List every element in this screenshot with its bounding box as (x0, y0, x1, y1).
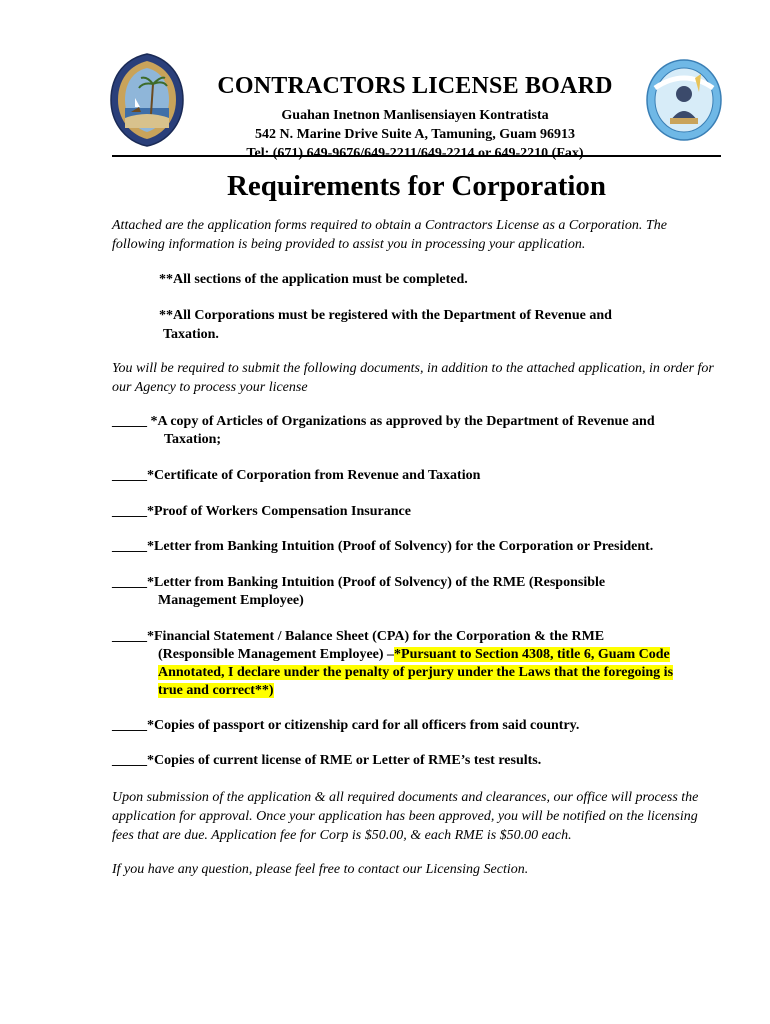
note-registration-line1: **All Corporations must be registered with the Department of Revenue and (159, 308, 612, 323)
letterhead (190, 72, 640, 163)
closing-paragraph: Upon submission of the application & all required documents and clearances, our office will process the application for approval. Once your application has been approved, you will be notified on the licensing fees that are due. Application fee for Corp is $50.00, & each RME is $50.00 each. (112, 790, 699, 843)
note-registration (159, 306, 612, 344)
checklist-item-bank-letter-rme: _____*Letter from Banking Intuition (Proof of Solvency) of the RME (Responsible Management Employee) (112, 575, 606, 608)
note-all-sections: **All sections of the application must be completed. (159, 272, 468, 287)
board-seal-icon (645, 58, 723, 142)
check-blank: _____ (112, 575, 147, 590)
perjury-declaration-highlight: *Pursuant to Section 4308, title 6, Guam Code (394, 647, 670, 662)
checklist-item-bank-letter-corp: _____*Letter from Banking Intuition (Proof of Solvency) for the Corporation or President. (112, 539, 654, 554)
contact-line: If you have any question, please feel free to contact our Licensing Section. (112, 862, 529, 877)
board-address: 542 N. Marine Drive Suite A, Tamuning, Guam 96913 (254, 127, 576, 142)
board-name: CONTRACTORS LICENSE BOARD (217, 73, 613, 99)
checklist-item-certificate: _____*Certificate of Corporation from Revenue and Taxation (112, 468, 481, 483)
check-blank: _____ (112, 629, 147, 644)
check-blank: _____ (112, 539, 147, 554)
checklist-item-rme-license: _____*Copies of current license of RME or Letter of RME’s test results. (112, 753, 542, 768)
checklist-item-financial-statement: _____*Financial Statement / Balance Sheet (CPA) for the Corporation & the RME (Responsible Management Employee) –*Pursuant to Section 4308, title 6, Guam Code Annotated, I declare under the penalty of perjury under the Laws that the foregoing is true and correct**) (112, 629, 674, 698)
check-blank: _____ (112, 753, 147, 768)
checklist-item-workers-comp: _____*Proof of Workers Compensation Insurance (112, 504, 411, 519)
checklist-item-passport: _____*Copies of passport or citizenship card for all officers from said country. (112, 718, 580, 733)
note-registration-line2: Taxation. (163, 327, 219, 342)
header-divider (112, 155, 721, 157)
board-subtitle: Guahan Inetnon Manlisensiayen Kontratista (281, 108, 549, 123)
board-phone: Tel: (671) 649-9676/649-2211/649-2214 or 649-2210 (Fax) (246, 146, 584, 161)
page-title: Requirements for Corporation (226, 170, 607, 202)
guam-seal-icon (107, 52, 187, 148)
check-blank: _____ (112, 718, 147, 733)
documents-intro: You will be required to submit the following documents, in addition to the attached application, in order for our Agency to process your license (112, 361, 714, 395)
check-blank: _____ (112, 414, 151, 429)
check-blank: _____ (112, 468, 147, 483)
checklist-item-articles: _____ *A copy of Articles of Organizations as approved by the Department of Revenue and Taxation; (112, 414, 655, 447)
intro-paragraph: Attached are the application forms required to obtain a Contractors License as a Corporation. The following information is being provided to assist you in processing your application. (112, 218, 667, 252)
check-blank: _____ (112, 504, 147, 519)
